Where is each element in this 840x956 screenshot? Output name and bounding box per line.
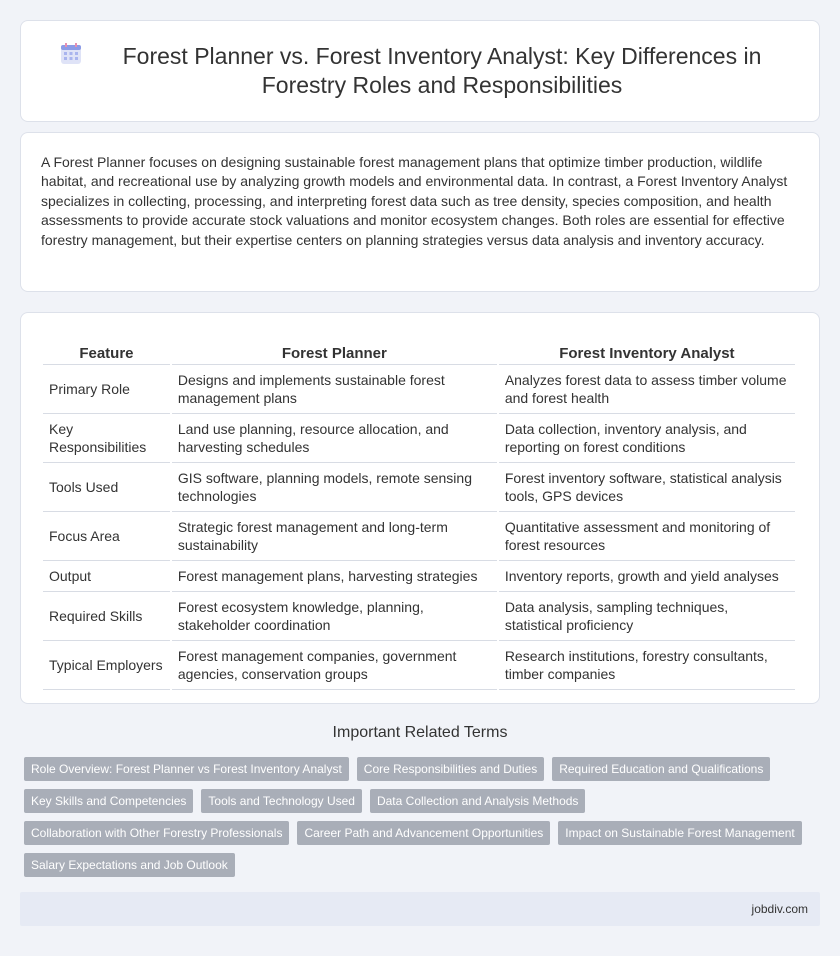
- analyst-cell: Analyzes forest data to assess timber volume and forest health: [499, 365, 795, 414]
- comparison-table: [41, 333, 797, 690]
- planner-cell: Designs and implements sustainable forest management plans: [172, 365, 497, 414]
- feature-cell: Required Skills: [43, 592, 170, 641]
- table-header-row: [43, 333, 795, 365]
- related-term-tag[interactable]: Career Path and Advancement Opportunities: [297, 821, 550, 845]
- related-term-tag[interactable]: Role Overview: Forest Planner vs Forest Inventory Analyst: [24, 757, 349, 781]
- related-term-tag[interactable]: Tools and Technology Used: [201, 789, 362, 813]
- table-row: [43, 414, 795, 463]
- table-row: [43, 641, 795, 690]
- analyst-cell: Inventory reports, growth and yield analyses: [499, 561, 795, 592]
- related-terms-heading: Important Related Terms: [332, 724, 508, 741]
- feature-cell: Primary Role: [43, 365, 170, 414]
- feature-cell: Focus Area: [43, 512, 170, 561]
- planner-cell: Land use planning, resource allocation, and harvesting schedules: [172, 414, 497, 463]
- analyst-cell: Forest inventory software, statistical analysis tools, GPS devices: [499, 463, 795, 512]
- comparison-table-card: [20, 312, 820, 704]
- planner-cell: Forest management plans, harvesting strategies: [172, 561, 497, 592]
- analyst-cell: Quantitative assessment and monitoring of forest resources: [499, 512, 795, 561]
- table-row: [43, 365, 795, 414]
- footer: [20, 892, 820, 926]
- analyst-cell: Research institutions, forestry consultants, timber companies: [499, 641, 795, 690]
- header-forest-planner: Forest Planner: [172, 333, 497, 365]
- related-term-tag[interactable]: Collaboration with Other Forestry Professionals: [24, 821, 289, 845]
- tag-row: [24, 853, 820, 877]
- feature-cell: Key Responsibilities: [43, 414, 170, 463]
- planner-cell: Forest management companies, government agencies, conservation groups: [172, 641, 497, 690]
- planner-cell: Strategic forest management and long-term sustainability: [172, 512, 497, 561]
- footer-site-link[interactable]: jobdiv.com: [751, 902, 808, 916]
- related-term-tag[interactable]: Salary Expectations and Job Outlook: [24, 853, 235, 877]
- analyst-cell: Data analysis, sampling techniques, statistical proficiency: [499, 592, 795, 641]
- page-title: Forest Planner vs. Forest Inventory Analyst: Key Differences in Forestry Roles and Responsibilities: [122, 43, 762, 98]
- analyst-cell: Data collection, inventory analysis, and reporting on forest conditions: [499, 414, 795, 463]
- table-row: [43, 512, 795, 561]
- table-row: [43, 561, 795, 592]
- planner-cell: GIS software, planning models, remote sensing technologies: [172, 463, 497, 512]
- feature-cell: Typical Employers: [43, 641, 170, 690]
- tag-row: [24, 789, 820, 813]
- related-term-tag[interactable]: Required Education and Qualifications: [552, 757, 770, 781]
- header-feature: Feature: [43, 333, 170, 365]
- tag-row: [24, 757, 820, 781]
- planner-cell: Forest ecosystem knowledge, planning, stakeholder coordination: [172, 592, 497, 641]
- header-forest-inventory-analyst: Forest Inventory Analyst: [499, 333, 795, 365]
- table-row: [43, 592, 795, 641]
- related-terms-tags: [20, 757, 820, 885]
- related-term-tag[interactable]: Impact on Sustainable Forest Management: [558, 821, 801, 845]
- related-term-tag[interactable]: Core Responsibilities and Duties: [357, 757, 544, 781]
- calendar-grid-icon: [58, 41, 84, 67]
- related-term-tag[interactable]: Data Collection and Analysis Methods: [370, 789, 585, 813]
- intro-text: A Forest Planner focuses on designing sustainable forest management plans that optimize timber production, wildlife habitat, and recreational use by analyzing growth models and environmental data. In contrast, a Forest Inventory Analyst specializes in collecting, processing, and interpreting forest data such as tree density, species composition, and health assessments to provide accurate stock valuations and monitor ecosystem changes. Both roles are essential for effective forestry management, but their expertise centers on planning strategies versus data analysis and inventory accuracy.: [41, 154, 788, 248]
- feature-cell: Tools Used: [43, 463, 170, 512]
- table-row: [43, 463, 795, 512]
- title-card: [20, 20, 820, 122]
- feature-cell: Output: [43, 561, 170, 592]
- related-term-tag[interactable]: Key Skills and Competencies: [24, 789, 193, 813]
- tag-row: [24, 821, 820, 845]
- intro-card: [20, 132, 820, 292]
